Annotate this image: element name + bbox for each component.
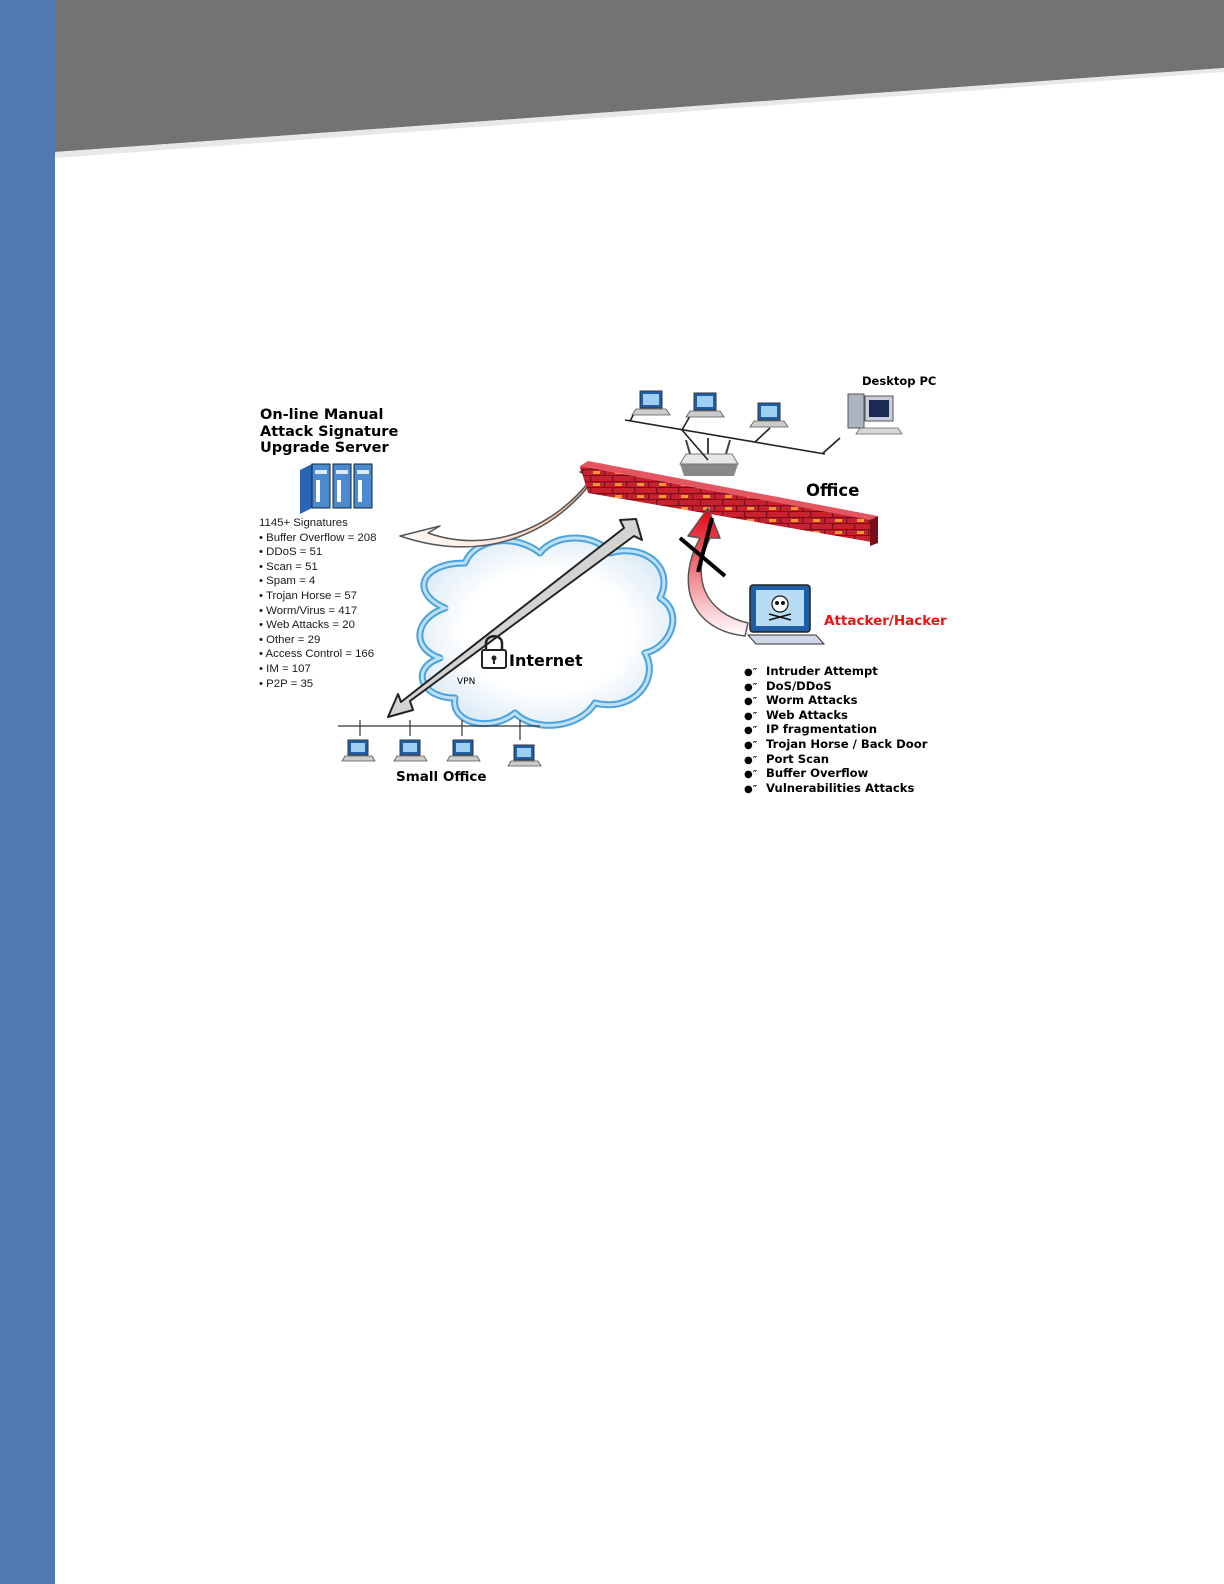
office-workstation-1 [632, 391, 670, 415]
attack-item-label: Trojan Horse / Back Door [766, 736, 928, 751]
bomb-bullet-icon: ●″ [744, 783, 758, 795]
signature-item: • Other = 29 [259, 633, 321, 646]
signature-upgrade-arrow [400, 464, 608, 547]
server-title [260, 408, 398, 458]
server-title-line: On-line Manual [260, 407, 384, 423]
attacker-label: Attacker/Hacker [824, 613, 947, 629]
bomb-bullet-icon: ●″ [744, 710, 758, 722]
signature-item: • Buffer Overflow = 208 [259, 531, 377, 544]
attack-type-list [744, 664, 927, 795]
signature-item: 1145+ Signatures [259, 517, 348, 529]
desktop-pc-icon [848, 394, 902, 434]
internet-cloud [420, 538, 673, 725]
attack-item [744, 737, 927, 752]
vpn-label: VPN [457, 677, 476, 687]
attack-item-label: Buffer Overflow [766, 766, 869, 781]
signature-item: • Worm/Virus = 417 [259, 604, 358, 617]
bomb-bullet-icon: ●″ [744, 681, 758, 693]
server-title-line: Attack Signature [260, 423, 399, 440]
attack-item [744, 708, 927, 723]
bomb-bullet-icon: ●″ [744, 667, 758, 678]
page-side-bar [0, 0, 55, 1584]
office-workstation-2 [686, 393, 724, 417]
small-office-network-line [338, 720, 540, 740]
signature-item: • IM = 107 [259, 662, 311, 675]
office-workstation-3 [750, 403, 788, 427]
attack-item-label: Worm Attacks [766, 693, 858, 708]
attack-item-label: Web Attacks [766, 707, 848, 722]
attacker-computer-icon [748, 585, 824, 644]
signature-item: • Scan = 51 [259, 560, 318, 573]
signature-item: • Access Control = 166 [259, 648, 375, 661]
attack-item-label: IP fragmentation [766, 722, 878, 737]
signature-item: • Trojan Horse = 57 [259, 589, 358, 602]
bomb-bullet-icon: ●″ [744, 739, 758, 751]
upgrade-server-icon [300, 464, 372, 514]
signature-item: • Web Attacks = 20 [259, 619, 355, 632]
office-label: Office [806, 481, 860, 500]
small-office-label: Small Office [396, 769, 487, 785]
attack-item [744, 679, 927, 694]
bomb-bullet-icon: ●″ [744, 769, 758, 781]
attack-item-label: Intruder Attempt [766, 664, 878, 678]
small-office-workstation-2 [394, 740, 427, 761]
bomb-bullet-icon: ●″ [744, 696, 758, 708]
signature-list [259, 516, 376, 691]
blocked-attack-arrow [680, 508, 748, 636]
small-office-workstation-3 [447, 740, 480, 761]
router-icon [680, 438, 738, 476]
attack-item [744, 664, 927, 679]
signature-item: • DDoS = 51 [259, 546, 323, 559]
internet-label: Internet [509, 651, 583, 670]
attack-item [744, 752, 927, 767]
page-header-band [0, 0, 1224, 160]
attack-item [744, 766, 927, 781]
attack-item [744, 693, 927, 708]
attack-item-label: Port Scan [766, 751, 830, 766]
small-office-workstation-1 [342, 740, 375, 761]
attack-item [744, 781, 927, 796]
small-office-workstation-4 [508, 745, 541, 766]
server-title-line: Upgrade Server [260, 440, 389, 456]
attack-item-label: DoS/DDoS [766, 678, 832, 693]
signature-item: • Spam = 4 [259, 575, 316, 588]
network-security-diagram [250, 368, 970, 808]
bomb-bullet-icon: ●″ [744, 725, 758, 737]
attack-item [744, 722, 927, 737]
bomb-bullet-icon: ●″ [744, 754, 758, 766]
desktop-pc-label: Desktop PC [862, 374, 937, 388]
attack-item-label: Vulnerabilities Attacks [766, 780, 915, 795]
signature-item: • P2P = 35 [259, 677, 314, 690]
office-network-lines [625, 410, 840, 460]
